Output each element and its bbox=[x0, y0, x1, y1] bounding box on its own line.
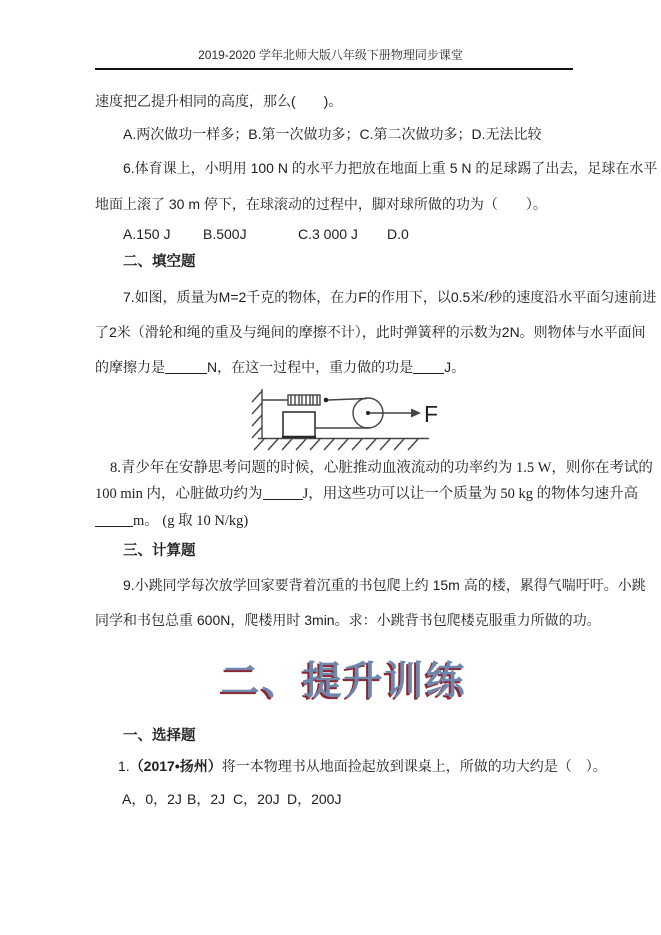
answer-blank bbox=[413, 360, 444, 374]
answer-blank bbox=[95, 513, 133, 527]
answer-blank bbox=[165, 360, 207, 374]
adv-q1-source: （2017•扬州） bbox=[129, 758, 222, 774]
q6-option-d: D.0 bbox=[387, 226, 409, 242]
q9-line1: 9.小跳同学每次放学回家要背着沉重的书包爬上约 15m 高的楼，累得气喘吁吁。小跳 bbox=[123, 577, 646, 593]
wall-hatch bbox=[252, 415, 262, 426]
adv-q1-option-a: A，0，2J bbox=[122, 791, 182, 807]
q7-line3-end: J。 bbox=[444, 359, 466, 375]
pulley-diagram bbox=[238, 383, 443, 455]
adv-q1-text: 将一本物理书从地面捡起放到课桌上，所做的功大约是（ ）。 bbox=[221, 758, 607, 774]
q7-line3 bbox=[95, 357, 465, 377]
adv-q1-number: 1. bbox=[118, 758, 130, 774]
block bbox=[283, 412, 315, 437]
wall-hatch bbox=[252, 391, 262, 402]
q6-option-a: A.150 J bbox=[123, 226, 171, 242]
q7-line1: 7.如图，质量为M=2千克的物体，在力F的作用下，以0.5米/秒的速度沿水平面匀速前进 bbox=[123, 289, 657, 305]
q9-line2: 同学和书包总重 600N，爬楼用时 3min。求：小跳背书包爬楼克服重力所做的功。 bbox=[95, 612, 601, 628]
q8-line2 bbox=[95, 484, 638, 504]
q8-line3 bbox=[95, 511, 248, 531]
adv-q1-option-b: B，2J bbox=[187, 791, 226, 807]
q8-line2-pre: 100 min 内，心脏做功约为 bbox=[95, 486, 263, 502]
q6-option-c: C.3 000 J bbox=[298, 226, 358, 242]
answer-blank bbox=[263, 486, 303, 500]
adv-q1-option-d: D，200J bbox=[287, 791, 342, 807]
section-heading-fill: 二、填空题 bbox=[123, 254, 196, 270]
q8-line2-post: J，用这些功可以让一个质量为 50 kg 的物体匀速升高 bbox=[302, 486, 639, 502]
spring-scale bbox=[288, 395, 320, 405]
q6-line2: 地面上滚了 30 m 停下，在球滚动的过程中，脚对球所做的功为（ ）。 bbox=[95, 196, 547, 212]
q5-text-tail: 速度把乙提升相同的高度，那么( )。 bbox=[95, 93, 343, 109]
pulley-axle bbox=[366, 411, 370, 415]
adv-q1-option-c: C，20J bbox=[233, 791, 280, 807]
adv-q1-options-row bbox=[122, 789, 341, 809]
q8-line1: 8.青少年在安静思考问题的时候，心脏推动血液流动的功率约为 1.5 W，则你在考试的 bbox=[110, 460, 653, 476]
adv-q1-line bbox=[118, 756, 607, 776]
q7-line3-mid: N，在这一过程中，重力做的功是 bbox=[207, 359, 414, 375]
q6-option-b: B.500J bbox=[203, 226, 247, 242]
rope-knot bbox=[324, 398, 329, 403]
section-heading-calc: 三、计算题 bbox=[123, 543, 196, 559]
q7-line3-pre: 的摩擦力是 bbox=[95, 359, 165, 375]
page-header-title: 2019-2020 学年北师大版八年级下册物理同步课堂 bbox=[198, 48, 463, 62]
q5-options-line: A.两次做功一样多；B.第一次做功多；C.第二次做功多；D.无法比较 bbox=[123, 126, 542, 142]
advanced-title-row bbox=[0, 656, 661, 708]
q8-line3-post: m。 (g 取 10 N/kg) bbox=[133, 513, 249, 529]
force-arrowhead bbox=[411, 409, 421, 418]
q6-line1: 6.体育课上，小明用 100 N 的水平力把放在地面上重 5 N 的足球踢了出去，足球在水平 bbox=[123, 160, 658, 176]
force-label: F bbox=[424, 401, 439, 427]
advanced-title: 二、提升训练 bbox=[220, 660, 467, 703]
q6-options-row bbox=[123, 224, 409, 244]
q7-line2: 了2米（滑轮和绳的重及与绳间的摩擦不计），此时弹簧秤的示数为2N。则物体与水平面间 bbox=[95, 324, 646, 340]
wall-hatch bbox=[252, 403, 262, 414]
header-rule bbox=[95, 68, 573, 70]
ground-hatch bbox=[254, 439, 418, 450]
wall-hatch bbox=[252, 427, 262, 438]
section-heading-choice: 一、选择题 bbox=[123, 728, 196, 744]
